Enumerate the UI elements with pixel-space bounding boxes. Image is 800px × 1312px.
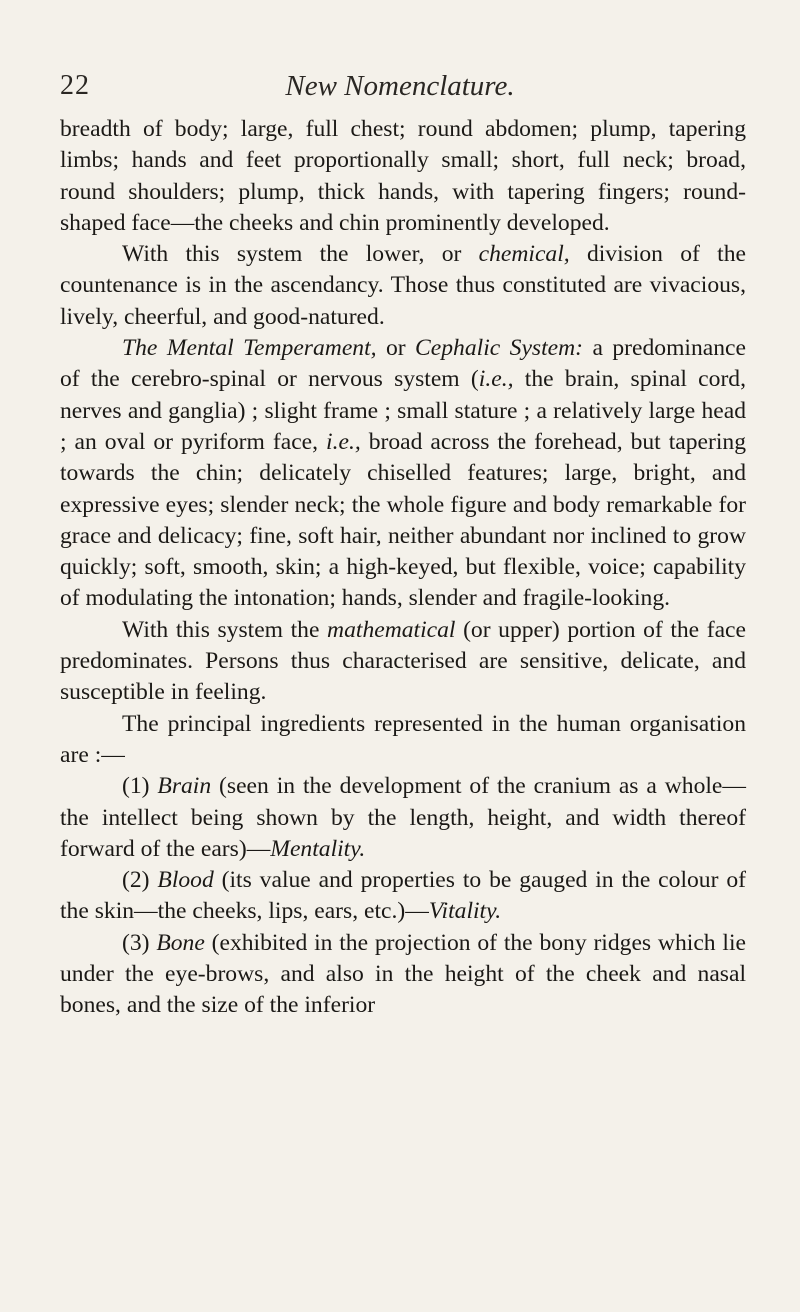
paragraph-text: a predominance of the cerebro-spinal or nervous system ( — [60, 335, 746, 393]
paragraph-mental-temperament — [60, 333, 746, 615]
italic-term: mathematical — [327, 616, 456, 643]
paragraph-text: (seen in the development of the cranium as a whole—the intellect being shown by the length, height, and width thereof forward of the ears)— — [60, 773, 746, 862]
paragraph-principal-ingredients: The principal ingredients represented in the human organisation are :— — [60, 710, 746, 768]
body-text — [60, 114, 746, 1022]
list-number: (1) — [122, 773, 158, 800]
italic-term: The Mental Temperament, — [122, 335, 377, 362]
list-number: (2) — [122, 867, 158, 894]
paragraph-text: With this system the lower, or — [122, 241, 479, 268]
italic-term: chemical, — [478, 241, 570, 268]
italic-term: i.e., — [326, 428, 361, 455]
page-header — [60, 70, 740, 110]
paragraph-text: or — [376, 335, 416, 362]
list-item-bone — [60, 928, 746, 1022]
paragraph-chemical-division — [60, 239, 746, 333]
paragraph-continued: breadth of body; large, full chest; round abdomen; plump, tapering limbs; hands and feet proportionally small; short, full neck; broad, round shoulders; plump, thick hands, with tapering fingers; round-shaped face—the cheeks and chin prominently developed. — [60, 116, 746, 236]
page-number: 22 — [60, 70, 90, 101]
paragraph-text: (exhibited in the projection of the bony ridges which lie under the eye-brows, and also in the height of the cheek and nasal bones, and the size of the inferior — [60, 929, 746, 1019]
italic-term: Mentality. — [270, 835, 366, 862]
italic-term: Bone — [156, 929, 205, 956]
paragraph-mathematical-portion — [60, 615, 746, 709]
italic-term: Blood — [157, 867, 214, 894]
italic-term: i.e., — [478, 366, 514, 393]
italic-term: Brain — [157, 773, 212, 800]
list-item-blood — [60, 865, 746, 928]
paragraph-text: division of the countenance is in the ascendancy. Those thus constituted are vivacious, lively, cheerful, and good-natured. — [60, 241, 746, 330]
italic-term: Vitality. — [428, 898, 502, 925]
italic-term: Cephalic System: — [415, 335, 584, 362]
paragraph-text: With this system the — [122, 616, 328, 643]
paragraph-text: (its value and properties to be gauged in the colour of the skin—the cheeks, lips, ears, etc.)— — [60, 867, 746, 925]
paragraph-text: broad across the forehead, but tapering towards the chin; delicately chiselled features; large, bright, and expressive eyes; slender neck; the whole figure and body remarkable for grace and delicacy; fine, soft hair, neither abundant nor inclined to grow quickly; soft, smooth, skin; a high-keyed, but flexible, voice; capability of modulating the intonation; hands, slender and fragile-looking. — [60, 428, 746, 612]
running-head: New Nomenclature. — [285, 70, 515, 102]
list-number: (3) — [122, 929, 157, 956]
paragraph-text: (or upper) portion of the face predominates. Persons thus characterised are sensitive, delicate, and susceptible in feeling. — [60, 616, 747, 706]
paragraph-text: the brain, spinal cord, nerves and ganglia) ; slight frame ; small stature ; a relatively large head ; an oval or pyriform face, — [60, 366, 746, 455]
list-item-brain — [60, 771, 746, 865]
